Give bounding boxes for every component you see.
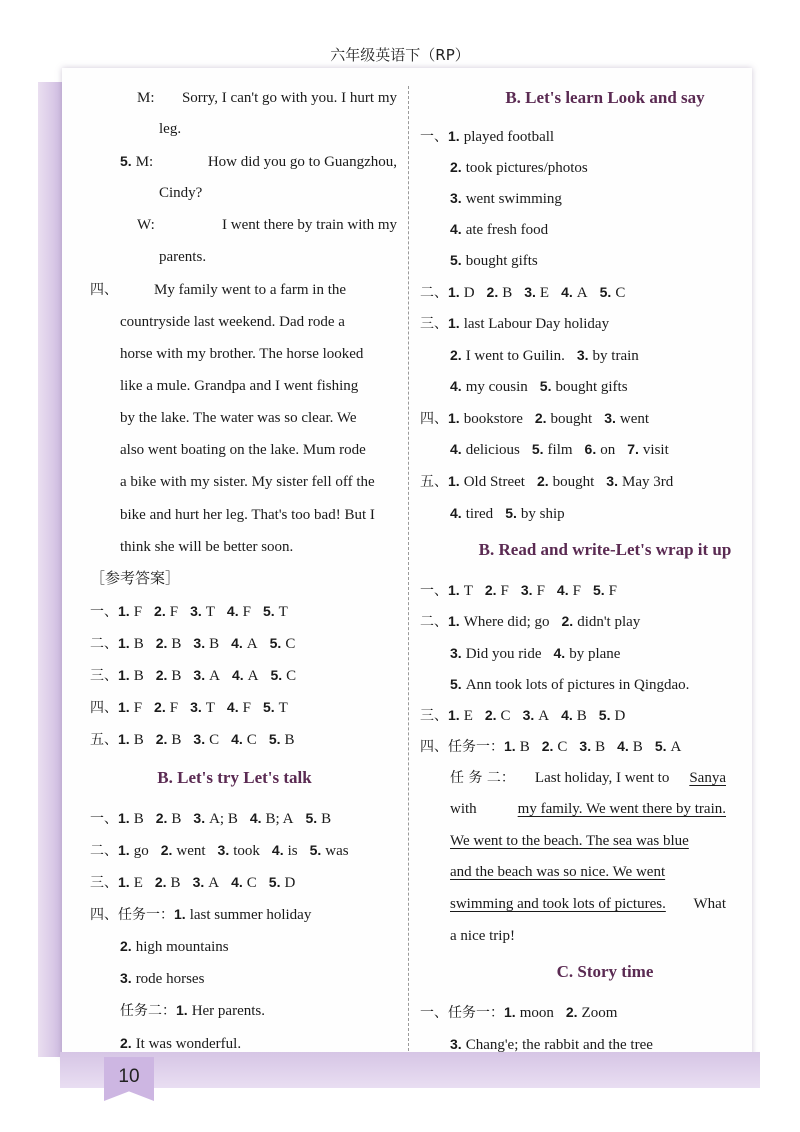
answer-row: 3. Did you ride 4. by plane bbox=[450, 645, 621, 662]
passage-line: horse with my brother. The horse looked bbox=[120, 346, 364, 362]
passage-line: My family went to a farm in the bbox=[154, 282, 347, 298]
answer-row: 二、 1. Where did; go 2. didn't play bbox=[420, 613, 641, 630]
section-heading-read-and-write: B. Read and write-Let's wrap it up bbox=[478, 540, 732, 559]
writing-line: 任 务 二： Last holiday, I went to Sanya bbox=[450, 770, 726, 786]
answer-row: 二、 1. B 2. B 3. B 4. A 5. C bbox=[90, 635, 296, 652]
passage-line: bike and hurt her leg. That's too bad! But I bbox=[120, 507, 375, 523]
answer-row: 2. It was wonderful. bbox=[120, 1035, 242, 1052]
dialogue-text: How did you go to Guangzhou, bbox=[207, 154, 397, 170]
dialogue-line bbox=[159, 183, 202, 203]
writing-line: a nice trip! bbox=[450, 928, 515, 944]
answer-row: 五、 1. B 2. B 3. C 4. C 5. B bbox=[90, 731, 295, 748]
passage-line: think she will be better soon. bbox=[120, 539, 294, 555]
section-heading-story-time: C. Story time bbox=[556, 962, 654, 981]
writing-line: swimming and took lots of pictures. What bbox=[450, 896, 726, 912]
page-number: 10 bbox=[118, 1066, 140, 1087]
answer-row: 3. rode horses bbox=[120, 970, 205, 987]
dialogue-line bbox=[137, 215, 397, 235]
passage-line: a bike with my sister. My sister fell off the bbox=[120, 474, 375, 490]
answer-row: 三、 1. E 2. C 3. A 4. B 5. D bbox=[420, 707, 626, 724]
answer-row: 5. Ann took lots of pictures in Qingdao. bbox=[450, 676, 690, 693]
answer-row: 一、 1. B 2. B 3. A; B 4. B; A 5. B bbox=[90, 810, 332, 827]
dialogue-text: leg. bbox=[159, 121, 182, 137]
answer-row: 五、 1. Old Street 2. bought 3. May 3rd bbox=[420, 473, 674, 490]
answer-row: 二、 1. go 2. went 3. took 4. is 5. was bbox=[90, 842, 349, 859]
answer-row: 3. went swimming bbox=[450, 190, 562, 207]
answer-row: 任务二： 1. Her parents. bbox=[120, 1002, 265, 1019]
item-number: 5. bbox=[120, 153, 132, 169]
answer-row: 三、 1. B 2. B 3. A 4. A 5. C bbox=[90, 667, 297, 684]
writing-line: with my family. We went there by train. bbox=[450, 801, 726, 817]
dialogue-text: parents. bbox=[159, 249, 207, 265]
speaker-label: W: bbox=[137, 217, 155, 233]
dialogue-line bbox=[159, 119, 181, 139]
dialogue-line bbox=[120, 151, 397, 172]
passage-marker: 四、 bbox=[90, 282, 118, 298]
answer-row: 4. tired 5. by ship bbox=[450, 505, 565, 522]
answer-row: 一、 任务一： 1. moon 2. Zoom bbox=[420, 1004, 618, 1021]
page-header: 六年级英语下（RP） bbox=[330, 46, 470, 64]
answer-row: 一、 1. T 2. F 3. F 4. F 5. F bbox=[420, 582, 617, 599]
dialogue-text: Cindy? bbox=[159, 185, 203, 201]
speaker-label: M: bbox=[135, 154, 154, 170]
answer-row: 三、 1. last Labour Day holiday bbox=[420, 315, 610, 332]
dialogue-line bbox=[159, 247, 206, 267]
answer-row: 2. I went to Guilin. 3. by train bbox=[450, 347, 639, 364]
answer-row: 二、 1. D 2. B 3. E 4. A 5. C bbox=[420, 284, 626, 301]
answer-row: 4. ate fresh food bbox=[450, 221, 549, 238]
writing-line: and the beach was so nice. We went bbox=[450, 864, 666, 880]
column-divider bbox=[408, 86, 409, 1051]
passage-line: also went boating on the lake. Mum rode bbox=[120, 442, 366, 458]
speaker-label: M: bbox=[137, 90, 155, 106]
answer-row: 四、 1. bookstore 2. bought 3. went bbox=[420, 410, 650, 427]
dialogue-line bbox=[137, 88, 397, 108]
bottom-ribbon bbox=[60, 1052, 760, 1088]
passage-line: by the lake. The water was so clear. We bbox=[120, 410, 357, 426]
passage-line: countryside last weekend. Dad rode a bbox=[120, 314, 345, 330]
answer-row: 一、 1. played football bbox=[420, 128, 555, 145]
reference-answer-label: ［参考答案］ bbox=[90, 569, 181, 587]
answer-row: 4. my cousin 5. bought gifts bbox=[450, 378, 628, 395]
passage-line: like a mule. Grandpa and I went fishing bbox=[120, 378, 359, 394]
section-heading-lets-try: B. Let's try Let's talk bbox=[157, 768, 312, 787]
dialogue-text: Sorry, I can't go with you. I hurt my bbox=[181, 90, 397, 106]
answer-row: 四、 任务一： 1. last summer holiday bbox=[90, 906, 312, 923]
answer-row: 5. bought gifts bbox=[450, 252, 538, 269]
answer-row: 2. took pictures/photos bbox=[450, 159, 588, 176]
answer-row: 三、 1. E 2. B 3. A 4. C 5. D bbox=[90, 874, 296, 891]
writing-line: We went to the beach. The sea was blue bbox=[450, 833, 689, 849]
dialogue-text: I went there by train with my bbox=[222, 217, 397, 233]
answer-row: 一、 1. F 2. F 3. T 4. F 5. T bbox=[90, 603, 288, 620]
answer-row: 4. delicious 5. film 6. on 7. visit bbox=[450, 441, 669, 458]
answer-row: 四、 任务一： 1. B 2. C 3. B 4. B 5. A bbox=[420, 738, 682, 755]
answer-row: 2. high mountains bbox=[120, 938, 229, 955]
answer-row: 3. Chang'e; the rabbit and the tree bbox=[450, 1036, 653, 1053]
section-heading-lets-learn: B. Let's learn Look and say bbox=[505, 88, 705, 107]
answer-row: 四、 1. F 2. F 3. T 4. F 5. T bbox=[90, 699, 288, 716]
